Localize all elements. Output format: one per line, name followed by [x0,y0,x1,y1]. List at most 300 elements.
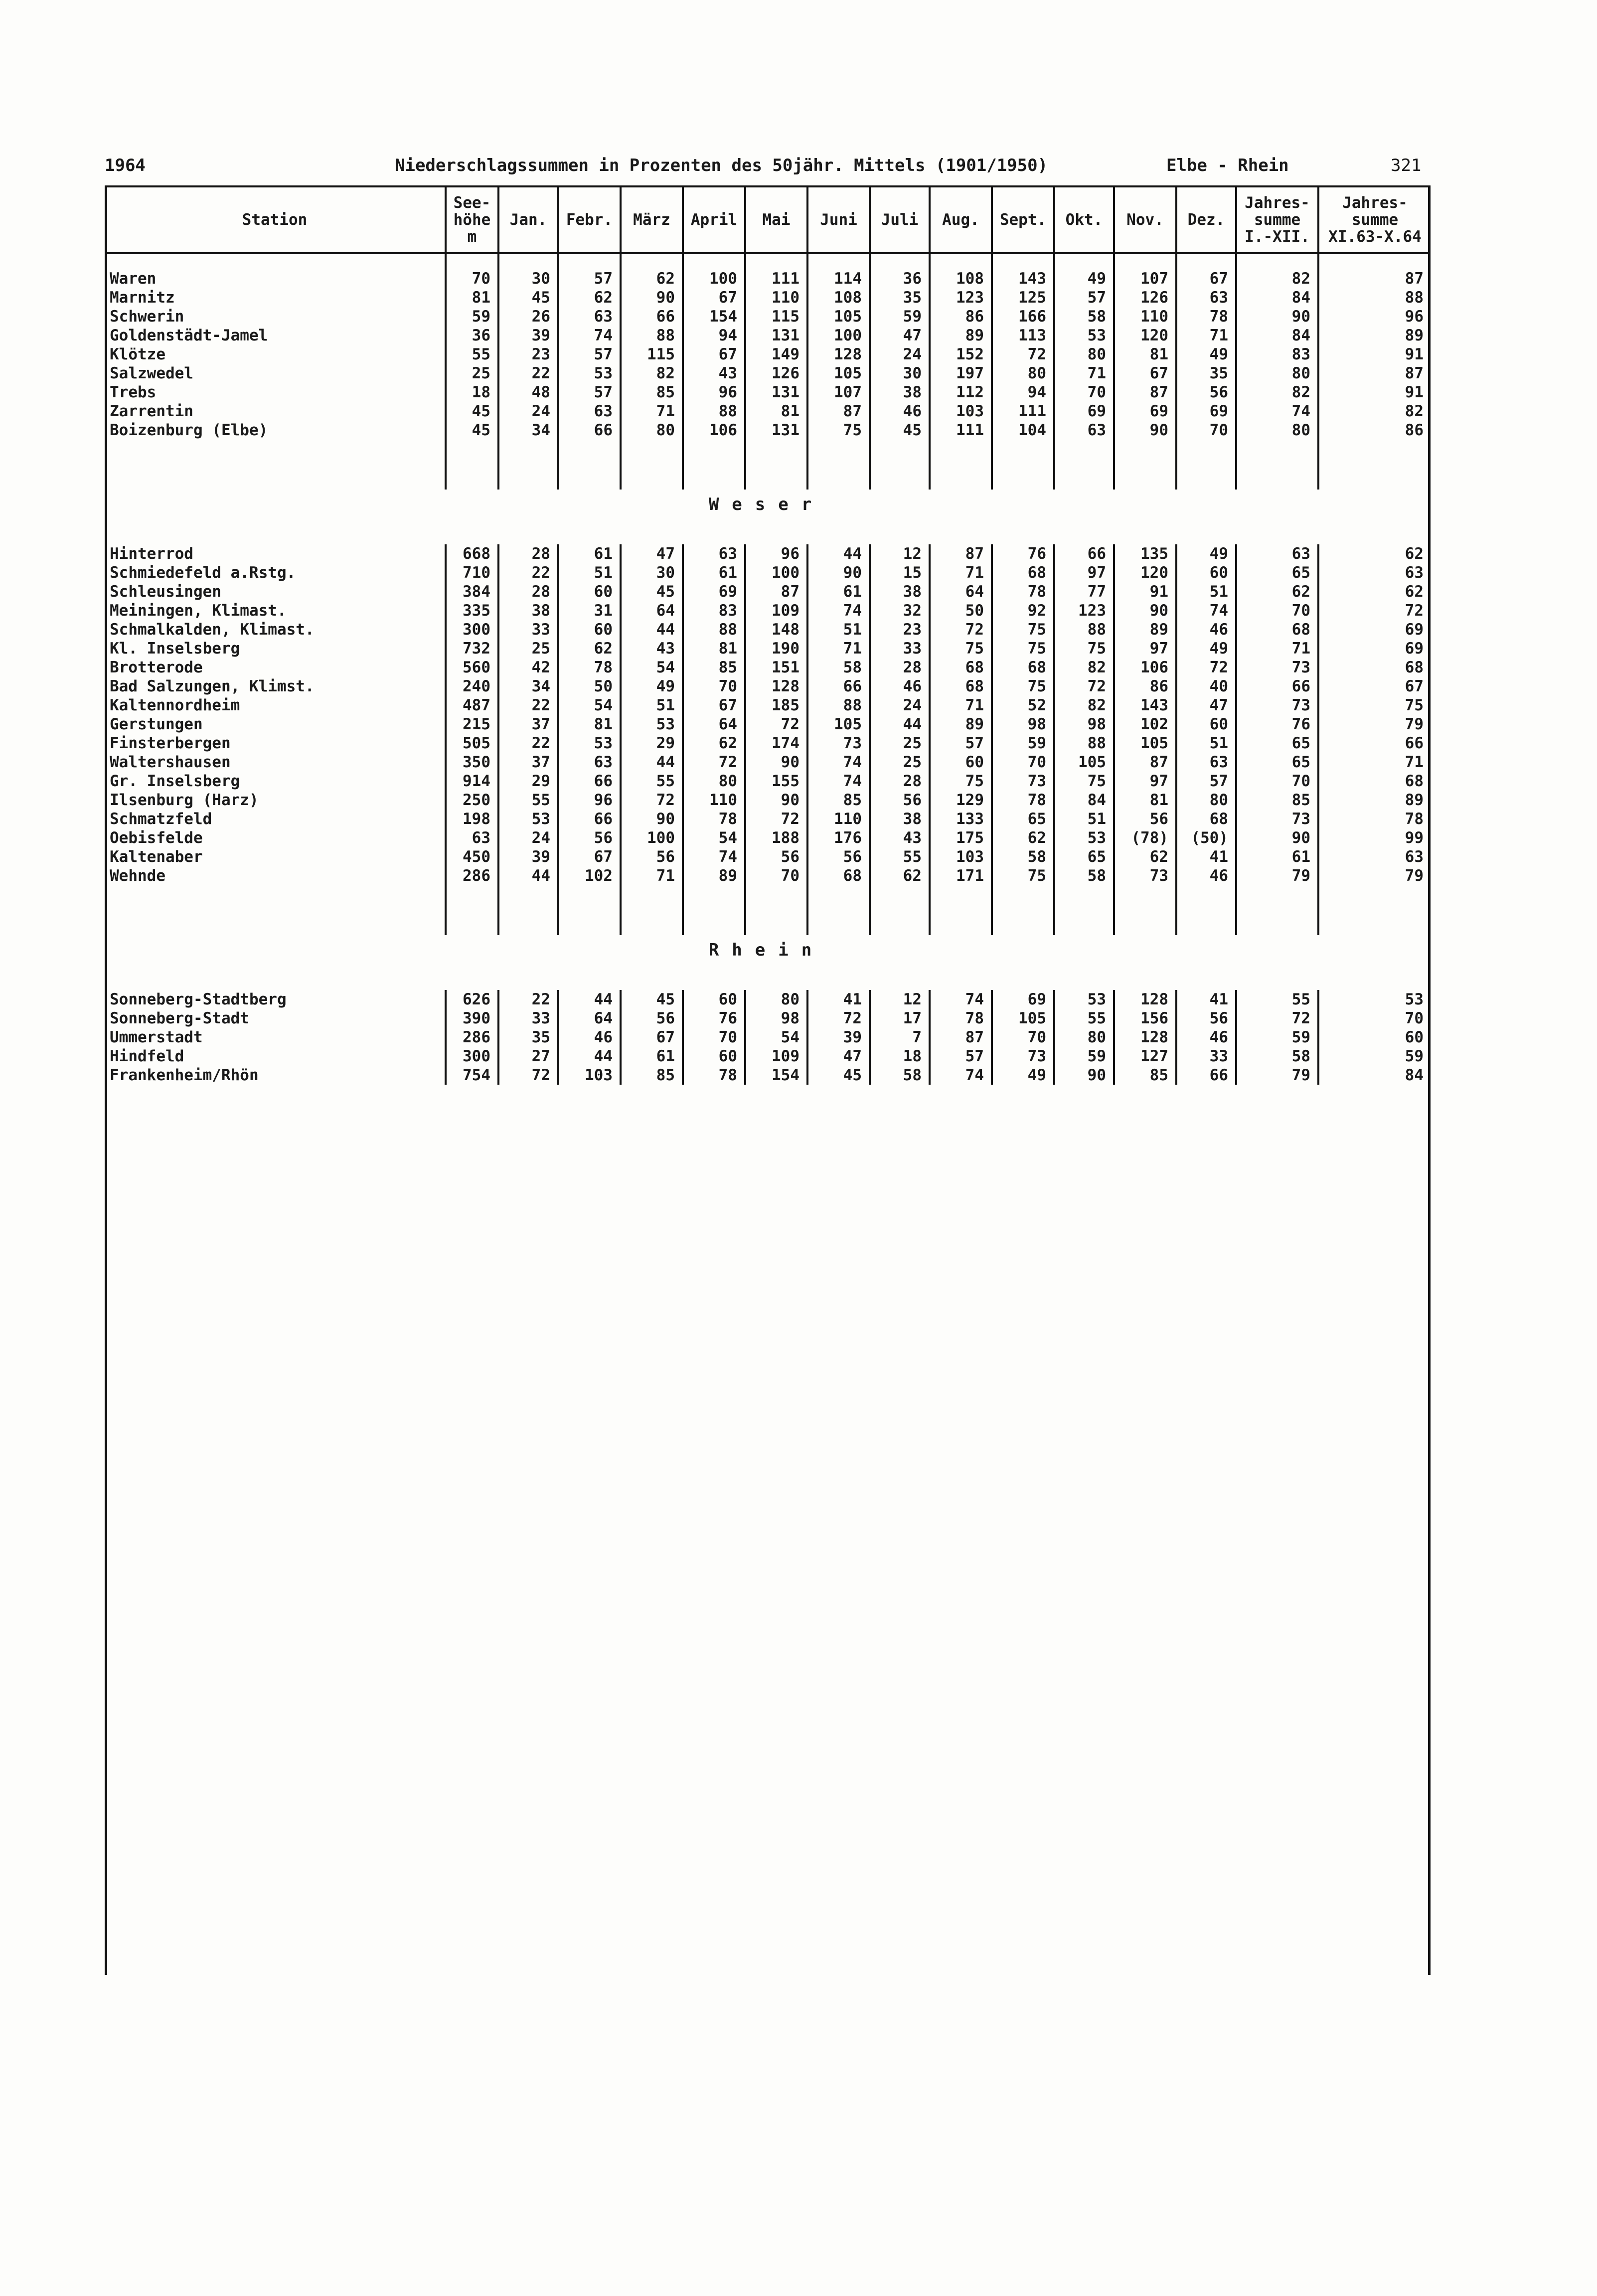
spacer-row [105,519,1431,544]
value-cell: 58 [870,1066,930,1085]
value-cell: 110 [807,810,870,828]
value-cell: 190 [745,639,807,658]
value-cell: 32 [870,601,930,620]
station-name: Frankenheim/Rhön [110,1066,259,1084]
value-cell: 72 [1176,658,1236,677]
spacer-cell [745,965,807,990]
value-cell: 71 [930,696,992,715]
spacer-cell [992,885,1054,935]
value-cell: 85 [621,1066,683,1085]
table-row [105,364,1431,383]
value-cell: 53 [1054,326,1114,345]
value-cell: 45 [446,402,498,421]
value-cell: 102 [558,866,621,885]
value-cell: 80 [745,990,807,1009]
value-cell: 88 [1054,620,1114,639]
value-cell: 12 [870,990,930,1009]
spacer-cell [446,965,498,990]
value-cell: 57 [1054,288,1114,307]
table-row [105,1066,1431,1085]
value-cell: 17 [870,1009,930,1028]
table-row [105,563,1431,582]
spacer-cell [1054,440,1114,490]
value-cell: 96 [745,544,807,563]
value-cell: 63 [1236,544,1318,563]
station-name: Schmiedefeld a.Rstg. [110,564,296,582]
value-cell: 67 [558,847,621,866]
value-cell: 29 [621,734,683,753]
value-cell: 68 [930,658,992,677]
value-cell: 46 [870,677,930,696]
value-cell: (50) [1176,828,1236,847]
station-name: Ilsenburg (Harz) [110,791,259,809]
value-cell: 75 [992,639,1054,658]
value-cell: 754 [446,1066,498,1085]
value-cell: 155 [745,772,807,791]
value-cell: 73 [1236,696,1318,715]
value-cell: 61 [558,544,621,563]
value-cell: 30 [870,364,930,383]
spacer-cell [807,519,870,544]
value-cell: 710 [446,563,498,582]
value-cell: 18 [870,1047,930,1066]
value-cell: 96 [558,791,621,810]
value-cell: 71 [1236,639,1318,658]
spacer-cell [992,253,1054,269]
value-cell: 135 [1114,544,1176,563]
value-cell: 79 [1318,715,1431,734]
value-cell: 67 [621,1028,683,1047]
spacer-cell [745,440,807,490]
table-row [105,1009,1431,1028]
value-cell: 81 [446,288,498,307]
value-cell: 100 [807,326,870,345]
table-row [105,307,1431,326]
spacer-cell [498,253,558,269]
table-row [105,402,1431,421]
value-cell: 72 [1236,1009,1318,1028]
value-cell: 89 [930,715,992,734]
spacer-row [105,440,1431,490]
value-cell: 67 [683,345,745,364]
spacer-cell [1318,885,1431,935]
table-row [105,639,1431,658]
spacer-cell [1318,440,1431,490]
value-cell: 76 [992,544,1054,563]
table-row [105,696,1431,715]
value-cell: 87 [930,1028,992,1047]
value-cell: 63 [683,544,745,563]
spacer-cell [930,965,992,990]
table-row [105,753,1431,772]
value-cell: 56 [1114,810,1176,828]
spacer-cell [1236,519,1318,544]
value-cell: 63 [1176,753,1236,772]
value-cell: 487 [446,696,498,715]
value-cell: 126 [1114,288,1176,307]
value-cell: 78 [683,810,745,828]
value-cell: 71 [1176,326,1236,345]
column-header: See-höhe m [446,186,498,253]
value-cell: 109 [745,1047,807,1066]
station-name: Zarrentin [110,402,193,420]
value-cell: 67 [683,696,745,715]
value-cell: 57 [1176,772,1236,791]
value-cell: 58 [1054,866,1114,885]
station-name: Goldenstädt-Jamel [110,327,268,344]
spacer-cell [870,253,930,269]
value-cell: 44 [621,753,683,772]
value-cell: 70 [1054,383,1114,402]
value-cell: 154 [683,307,745,326]
station-name: Sonneberg-Stadt [110,1009,249,1027]
column-header: Okt. [1054,186,1114,253]
value-cell: 53 [498,810,558,828]
value-cell: 63 [1054,421,1114,440]
spacer-cell [1054,885,1114,935]
value-cell: 68 [930,677,992,696]
value-cell: 250 [446,791,498,810]
value-cell: 33 [1176,1047,1236,1066]
value-cell: 75 [1054,639,1114,658]
value-cell: 49 [1176,544,1236,563]
value-cell: 72 [745,715,807,734]
value-cell: 47 [621,544,683,563]
value-cell: 44 [870,715,930,734]
spacer-cell [930,885,992,935]
value-cell: 69 [1114,402,1176,421]
spacer-cell [807,965,870,990]
page-title: Niederschlagssummen in Prozenten des 50jähr. Mittels (1901/1950) [395,156,1048,175]
value-cell: 105 [1114,734,1176,753]
value-cell: 63 [446,828,498,847]
spacer-cell [105,253,446,269]
value-cell: 62 [558,288,621,307]
spacer-cell [621,965,683,990]
spacer-cell [992,440,1054,490]
value-cell: 56 [870,791,930,810]
table-row [105,1028,1431,1047]
value-cell: 55 [870,847,930,866]
value-cell: 46 [1176,866,1236,885]
value-cell: 115 [621,345,683,364]
value-cell: 90 [1236,307,1318,326]
value-cell: 28 [498,544,558,563]
value-cell: 75 [807,421,870,440]
value-cell: 120 [1114,563,1176,582]
spacer-cell [1054,253,1114,269]
spacer-cell [1114,440,1176,490]
value-cell: 39 [498,847,558,866]
station-name: Klötze [110,345,165,363]
spacer-cell [558,519,621,544]
value-cell: 61 [807,582,870,601]
value-cell: 75 [992,866,1054,885]
column-header: April [683,186,745,253]
value-cell: 49 [1054,269,1114,288]
page-number: 321 [1391,156,1422,175]
value-cell: 75 [992,677,1054,696]
value-cell: 64 [558,1009,621,1028]
value-cell: 62 [621,269,683,288]
value-cell: 81 [1114,345,1176,364]
value-cell: 105 [1054,753,1114,772]
value-cell: 66 [558,421,621,440]
value-cell: 68 [992,658,1054,677]
value-cell: 60 [683,990,745,1009]
value-cell: 125 [992,288,1054,307]
value-cell: 36 [446,326,498,345]
spacer-cell [1054,519,1114,544]
value-cell: 76 [1236,715,1318,734]
spacer-cell [992,965,1054,990]
spacer-cell [1236,965,1318,990]
value-cell: 73 [992,1047,1054,1066]
value-cell: 66 [1176,1066,1236,1085]
value-cell: 56 [1176,383,1236,402]
spacer-cell [498,885,558,935]
spacer-cell [105,965,446,990]
value-cell: 300 [446,1047,498,1066]
spacer-cell [1318,519,1431,544]
value-cell: 48 [498,383,558,402]
value-cell: 112 [930,383,992,402]
value-cell: 86 [930,307,992,326]
value-cell: 126 [745,364,807,383]
spacer-cell [1318,965,1431,990]
value-cell: 91 [1318,345,1431,364]
station-name: Kaltenaber [110,848,203,866]
value-cell: 174 [745,734,807,753]
value-cell: 70 [1176,421,1236,440]
value-cell: 68 [1318,658,1431,677]
value-cell: 75 [1054,772,1114,791]
spacer-cell [930,253,992,269]
value-cell: 43 [621,639,683,658]
value-cell: 84 [1054,791,1114,810]
value-cell: 98 [1054,715,1114,734]
station-name: Oebisfelde [110,829,203,847]
value-cell: 110 [1114,307,1176,326]
spacer-cell [807,253,870,269]
value-cell: 128 [1114,990,1176,1009]
value-cell: 152 [930,345,992,364]
value-cell: 36 [870,269,930,288]
value-cell: 84 [1236,288,1318,307]
value-cell: 65 [1236,753,1318,772]
value-cell: 78 [1176,307,1236,326]
value-cell: 197 [930,364,992,383]
value-cell: 47 [1176,696,1236,715]
value-cell: 53 [1054,828,1114,847]
value-cell: 67 [1176,269,1236,288]
spacer-cell [807,440,870,490]
value-cell: 72 [1054,677,1114,696]
value-cell: 80 [1236,421,1318,440]
value-cell: 43 [870,828,930,847]
value-cell: 23 [498,345,558,364]
value-cell: 24 [498,402,558,421]
value-cell: 151 [745,658,807,677]
value-cell: 114 [807,269,870,288]
value-cell: 45 [621,990,683,1009]
table-row [105,544,1431,563]
value-cell: 87 [1114,383,1176,402]
value-cell: 47 [807,1047,870,1066]
value-cell: 33 [498,1009,558,1028]
value-cell: 28 [498,582,558,601]
value-cell: 87 [1318,364,1431,383]
value-cell: 74 [807,601,870,620]
value-cell: 115 [745,307,807,326]
section-heading-row [105,935,1431,965]
value-cell: 38 [498,601,558,620]
spacer-cell [1054,965,1114,990]
value-cell: 120 [1114,326,1176,345]
value-cell: 37 [498,715,558,734]
value-cell: 73 [992,772,1054,791]
value-cell: 78 [558,658,621,677]
value-cell: 87 [930,544,992,563]
value-cell: 175 [930,828,992,847]
value-cell: 46 [1176,620,1236,639]
precipitation-table [105,185,1431,1085]
value-cell: 98 [745,1009,807,1028]
value-cell: 87 [745,582,807,601]
value-cell: 88 [683,402,745,421]
station-name: Wehnde [110,867,165,885]
value-cell: 49 [621,677,683,696]
value-cell: 88 [1318,288,1431,307]
spacer-cell [807,885,870,935]
spacer-cell [558,440,621,490]
value-cell: 26 [498,307,558,326]
value-cell: 79 [1236,1066,1318,1085]
value-cell: 107 [1114,269,1176,288]
value-cell: 90 [1236,828,1318,847]
value-cell: 30 [498,269,558,288]
spacer-cell [558,253,621,269]
value-cell: 107 [807,383,870,402]
column-header: Aug. [930,186,992,253]
value-cell: 96 [683,383,745,402]
value-cell: 68 [807,866,870,885]
value-cell: 53 [1054,990,1114,1009]
value-cell: 29 [498,772,558,791]
column-header: Nov. [1114,186,1176,253]
value-cell: 166 [992,307,1054,326]
value-cell: 80 [1054,345,1114,364]
table-row [105,658,1431,677]
value-cell: 335 [446,601,498,620]
value-cell: 78 [1318,810,1431,828]
value-cell: 83 [683,601,745,620]
value-cell: 914 [446,772,498,791]
value-cell: 68 [1236,620,1318,639]
value-cell: 24 [870,345,930,364]
value-cell: 51 [621,696,683,715]
value-cell: 68 [1318,772,1431,791]
table-row [105,847,1431,866]
value-cell: 54 [745,1028,807,1047]
station-name: Boizenburg (Elbe) [110,421,268,439]
spacer-cell [870,885,930,935]
value-cell: 560 [446,658,498,677]
value-cell: 100 [621,828,683,847]
value-cell: 70 [992,1028,1054,1047]
station-name: Schmalkalden, Klimast. [110,621,315,639]
value-cell: 82 [1054,658,1114,677]
value-cell: 34 [498,677,558,696]
table-row [105,345,1431,364]
spacer-cell [105,519,446,544]
value-cell: 98 [992,715,1054,734]
spacer-cell [745,253,807,269]
value-cell: 56 [745,847,807,866]
value-cell: 96 [1318,307,1431,326]
value-cell: 38 [870,582,930,601]
value-cell: 56 [621,1009,683,1028]
header-row [105,186,1431,253]
value-cell: 108 [807,288,870,307]
value-cell: 67 [1318,677,1431,696]
column-header: Febr. [558,186,621,253]
value-cell: 70 [745,866,807,885]
value-cell: 131 [745,383,807,402]
column-header: Station [105,186,446,253]
value-cell: 74 [930,1066,992,1085]
spacer-cell [870,440,930,490]
value-cell: 88 [1054,734,1114,753]
value-cell: 75 [930,639,992,658]
value-cell: 34 [498,421,558,440]
spacer-cell [930,519,992,544]
value-cell: 215 [446,715,498,734]
column-header: Jan. [498,186,558,253]
value-cell: 105 [992,1009,1054,1028]
value-cell: 82 [1236,269,1318,288]
value-cell: 44 [807,544,870,563]
spacer-cell [870,965,930,990]
value-cell: 286 [446,866,498,885]
value-cell: 66 [558,810,621,828]
value-cell: 62 [1114,847,1176,866]
value-cell: 90 [1114,421,1176,440]
spacer-row [105,965,1431,990]
station-name: Gr. Inselsberg [110,772,240,790]
value-cell: 85 [1236,791,1318,810]
table-row [105,326,1431,345]
value-cell: 55 [1054,1009,1114,1028]
value-cell: 70 [1318,1009,1431,1028]
value-cell: 55 [446,345,498,364]
value-cell: 88 [621,326,683,345]
value-cell: 75 [992,620,1054,639]
column-header: Dez. [1176,186,1236,253]
value-cell: 300 [446,620,498,639]
column-header: Jahres-summe XI.63-X.64 [1318,186,1431,253]
value-cell: 64 [683,715,745,734]
value-cell: 87 [807,402,870,421]
table-row [105,772,1431,791]
value-cell: 44 [558,1047,621,1066]
value-cell: 49 [1176,345,1236,364]
value-cell: 102 [1114,715,1176,734]
value-cell: 62 [1236,582,1318,601]
table-header [105,186,1431,253]
table-row [105,269,1431,288]
value-cell: 70 [1236,772,1318,791]
